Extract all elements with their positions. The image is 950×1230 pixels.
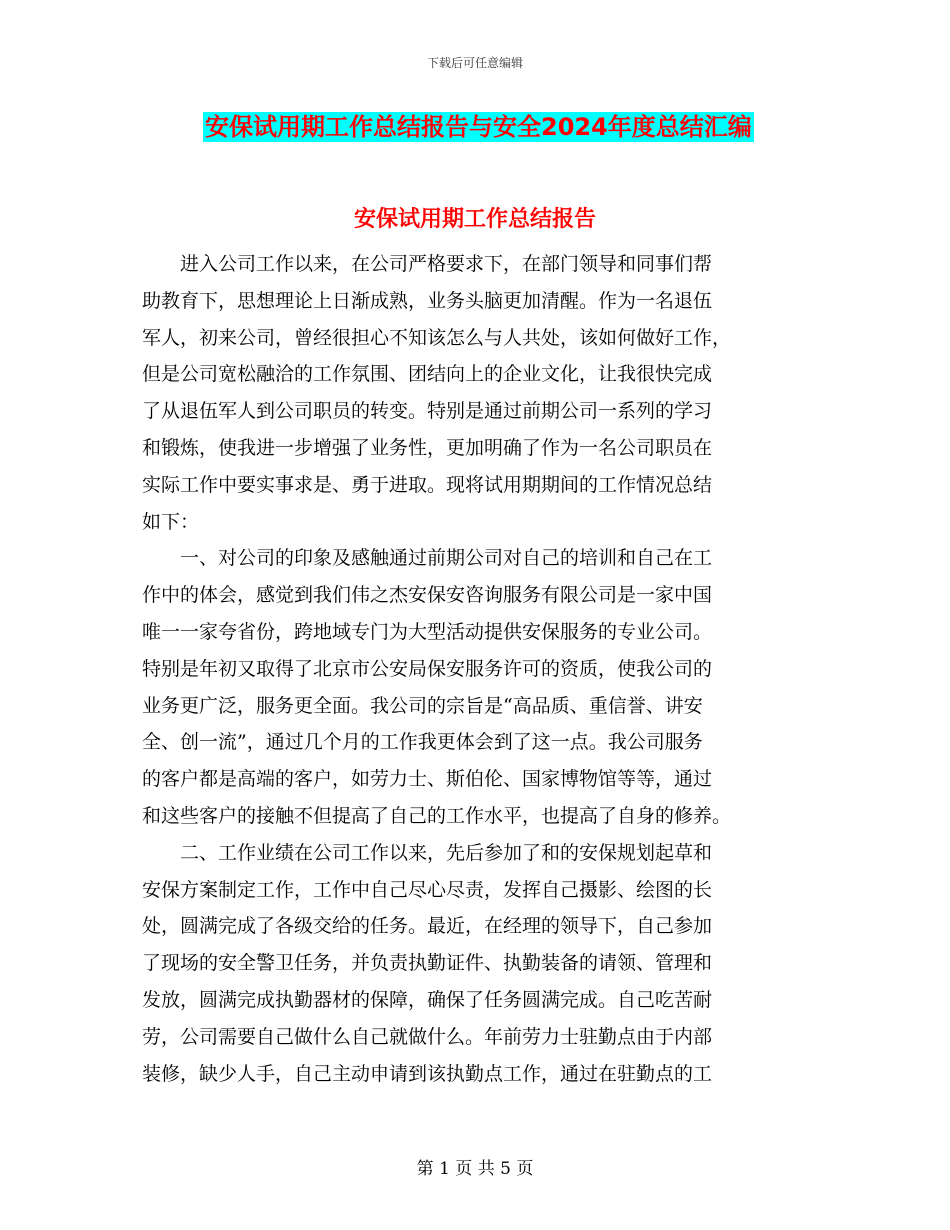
paragraph-line: 唯一一家夸省份，跨地域专门为大型活动提供安保服务的专业公司。: [142, 620, 713, 643]
paragraph-line: 如下：: [142, 510, 200, 533]
document-main-title: 安保试用期工作总结报告与安全2024年度总结汇编: [205, 113, 752, 141]
paragraph-line: 军人，初来公司，曾经很担心不知该怎么与人共处，该如何做好工作，: [142, 326, 732, 349]
body-text: [142, 246, 808, 1092]
paragraph-line: 和这些客户的接触不但提高了自己的工作水平，也提高了自身的修养。: [142, 804, 732, 827]
paragraph-line: 的客户都是高端的客户，如劳力士、斯伯伦、国家博物馆等等，通过: [142, 768, 713, 791]
paragraph-line: 特别是年初又取得了北京市公安局保安服务许可的资质，使我公司的: [142, 657, 713, 680]
page-number-footer: 第 1 页 共 5 页: [416, 1159, 534, 1179]
paragraph-line: 了现场的安全警卫任务，并负责执勤证件、执勤装备的请领、管理和: [142, 952, 713, 975]
paragraph-line: 但是公司宽松融洽的工作氛围、团结向上的企业文化，让我很快完成: [142, 363, 713, 386]
paragraph-line: 劳，公司需要自己做什么自己就做什么。年前劳力士驻勤点由于内部: [142, 1025, 713, 1048]
paragraph-line: 全、创一流”，通过几个月的工作我更体会到了这一点。我公司服务: [142, 731, 703, 754]
section-title: 安保试用期工作总结报告: [353, 207, 596, 232]
paragraph-line: 了从退伍军人到公司职员的转变。特别是通过前期公司一系列的学习: [142, 400, 713, 423]
paragraph-line: 装修，缺少人手，自己主动申请到该执勤点工作，通过在驻勤点的工: [142, 1062, 713, 1085]
paragraph-line: 助教育下，思想理论上日渐成熟，业务头脑更加清醒。作为一名退伍: [142, 289, 713, 312]
paragraph-line: 发放，圆满完成执勤器材的保障，确保了任务圆满完成。自己吃苦耐: [142, 988, 713, 1011]
paragraph-line: 和锻炼，使我进一步增强了业务性，更加明确了作为一名公司职员在: [142, 436, 713, 459]
paragraph-line: 处，圆满完成了各级交给的任务。最近，在经理的领导下，自己参加: [142, 915, 713, 938]
page-header-note: 下载后可任意编辑: [426, 56, 523, 70]
paragraph-line: 安保方案制定工作，工作中自己尽心尽责，发挥自己摄影、绘图的长: [142, 878, 713, 901]
paragraph-line: 业务更广泛，服务更全面。我公司的宗旨是“高品质、重信誉、讲安: [142, 694, 703, 717]
paragraph-line: 进入公司工作以来，在公司严格要求下，在部门领导和同事们帮: [180, 253, 713, 275]
paragraph-line: 实际工作中要实事求是、勇于进取。现将试用期期间的工作情况总结: [142, 473, 713, 496]
paragraph-line: 一、对公司的印象及感触通过前期公司对自己的培训和自己在工: [180, 547, 713, 570]
paragraph-line: 作中的体会，感觉到我们伟之杰安保安咨询服务有限公司是一家中国: [142, 584, 713, 607]
paragraph-line: 二、工作业绩在公司工作以来，先后参加了和的安保规划起草和: [180, 841, 713, 864]
